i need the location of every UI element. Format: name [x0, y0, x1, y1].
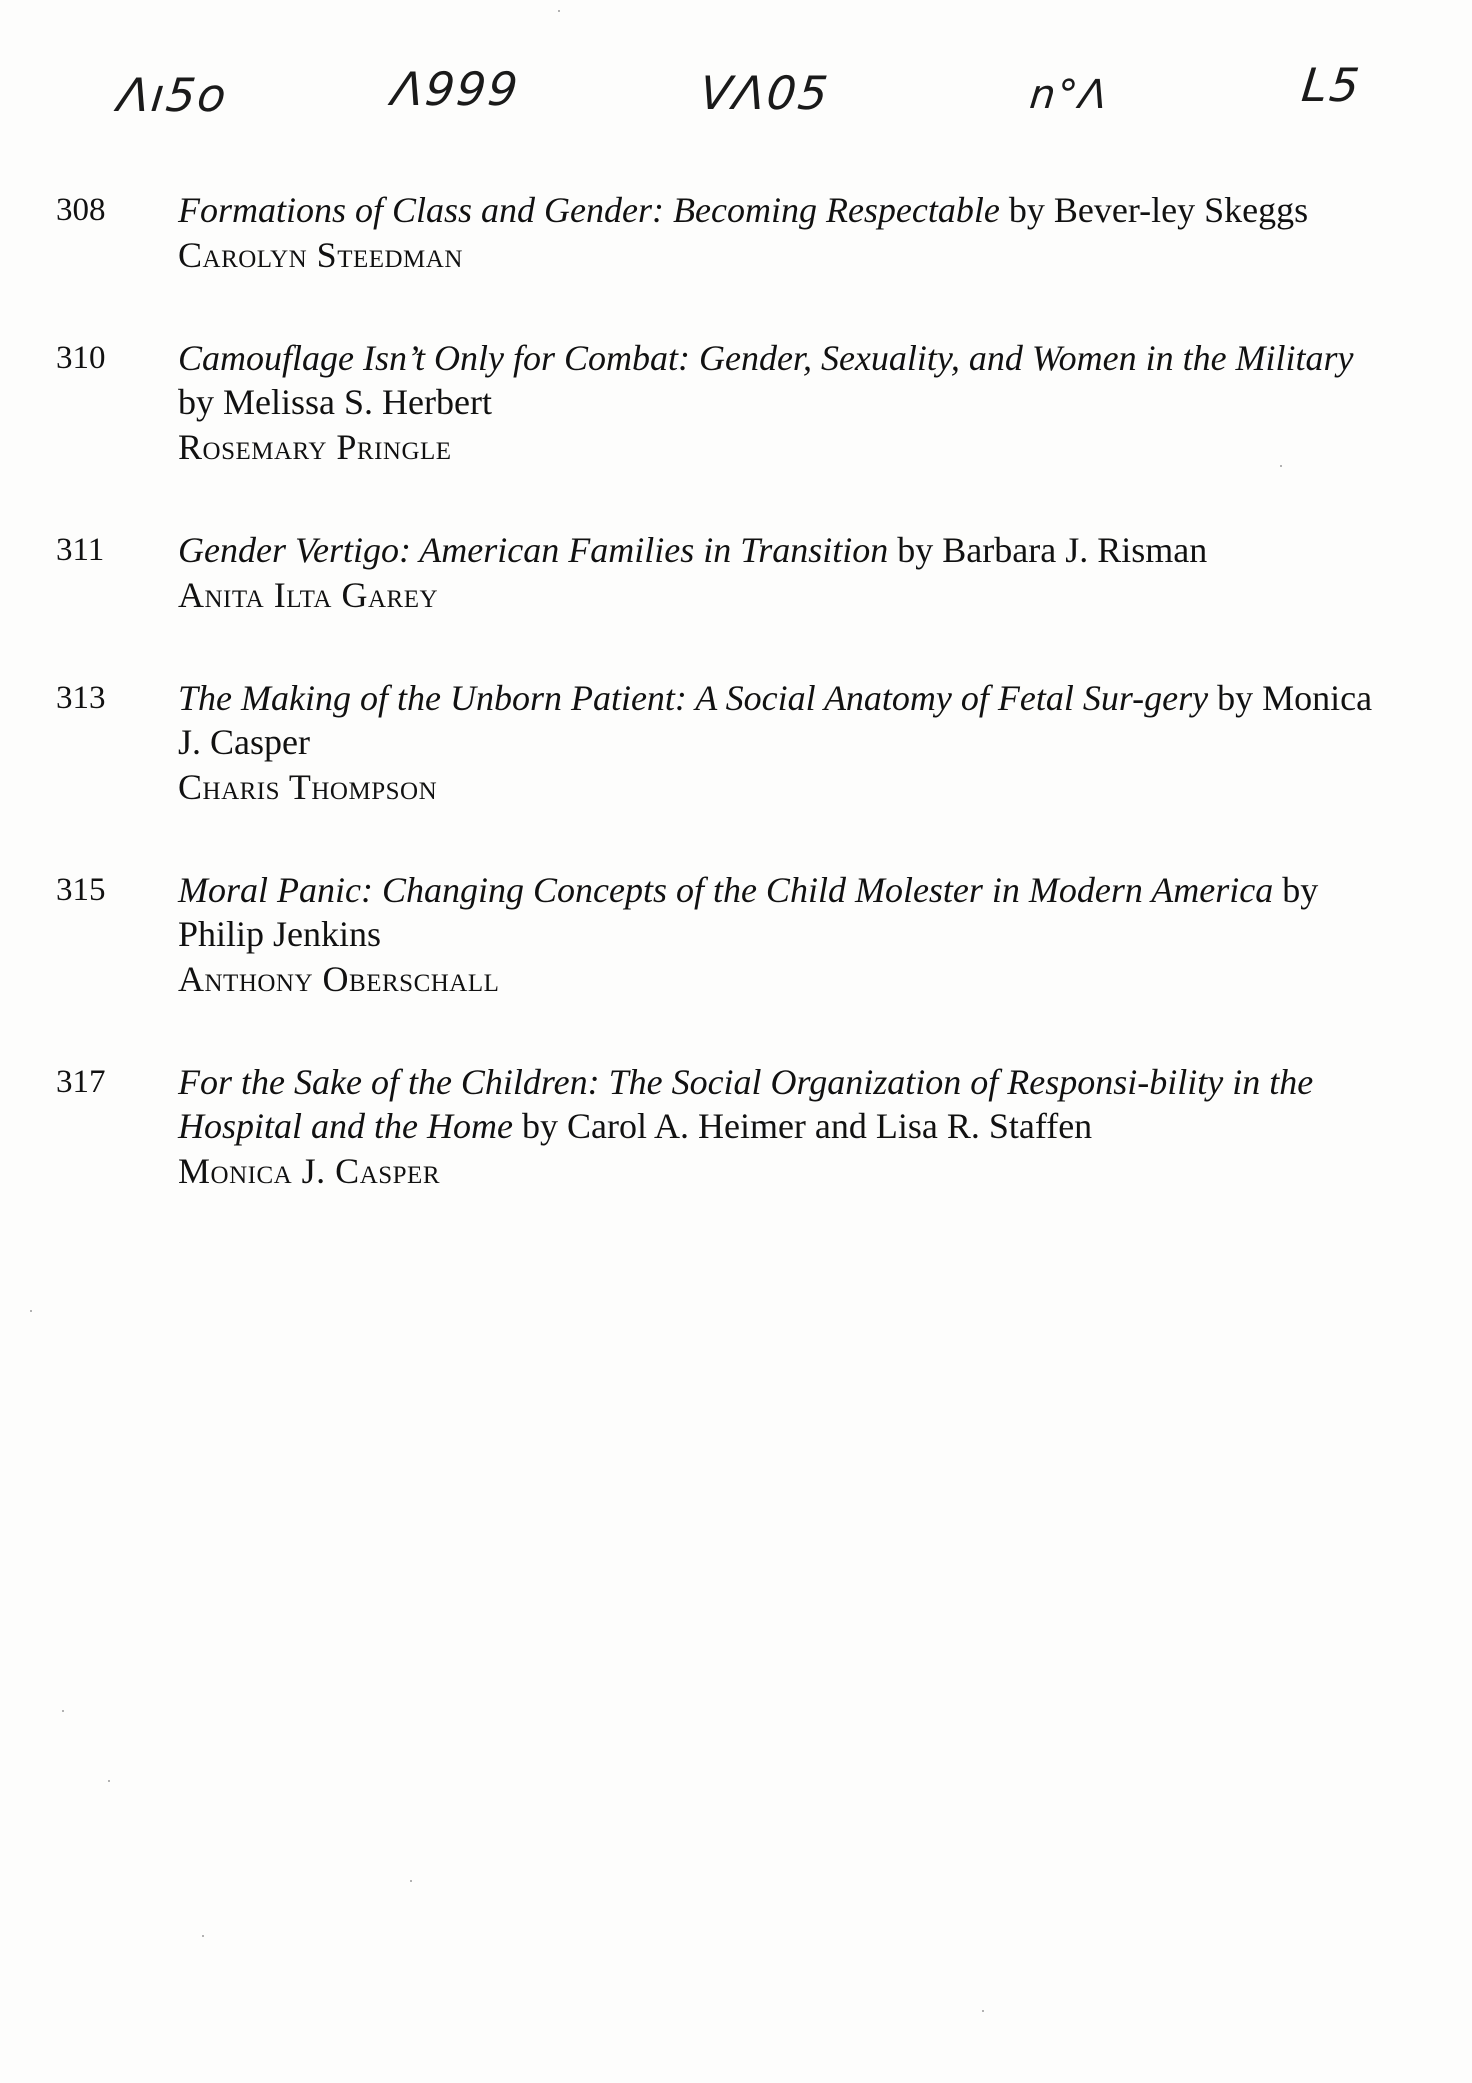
review-page-number: 311	[56, 532, 105, 568]
book-author: by Barbara J. Risman	[888, 530, 1208, 570]
book-author: by Philip Jenkins	[178, 870, 1319, 954]
review-citation	[178, 868, 1376, 1002]
book-title: For the Sake of the Children: The Social Organization of Responsi-bility in the Hospital and the Home	[178, 1062, 1314, 1146]
review-entry	[56, 528, 1376, 618]
book-author: by Melissa S. Herbert	[178, 382, 492, 422]
review-page-number: 313	[56, 680, 106, 716]
book-author: by Carol A. Heimer and Lisa R. Staffen	[512, 1106, 1093, 1146]
reviewer-name: Charis Thompson	[178, 767, 438, 807]
review-citation	[178, 188, 1376, 278]
book-author: by Bever-ley Skeggs	[999, 190, 1309, 230]
review-entry	[56, 868, 1376, 1002]
reviewer-name: Rosemary Pringle	[178, 427, 452, 467]
book-title: Formations of Class and Gender: Becoming Respectable	[178, 190, 1000, 230]
scan-speck	[1280, 465, 1282, 467]
review-citation	[178, 676, 1376, 810]
book-title: Camouflage Isn’t Only for Combat: Gender, Sexuality, and Women in the Military	[178, 338, 1354, 378]
book-title: The Making of the Unborn Patient: A Social Anatomy of Fetal Sur-gery	[178, 678, 1209, 718]
handwritten-note-number: n°Λ	[1027, 72, 1112, 118]
review-page-number: 315	[56, 872, 106, 908]
scan-speck	[558, 10, 560, 12]
handwritten-note-code: VΛ05	[697, 66, 833, 120]
review-page-number: 308	[56, 192, 106, 228]
reviewer-name: Anita Ilta Garey	[178, 575, 439, 615]
review-entry	[56, 676, 1376, 810]
book-review-list	[56, 188, 1376, 1252]
review-entry	[56, 188, 1376, 278]
handwritten-note-year: Λ999	[389, 62, 523, 116]
book-title: Moral Panic: Changing Concepts of the Child Molester in Modern America	[178, 870, 1274, 910]
scan-speck	[410, 1880, 412, 1882]
handwritten-note-volume: Λı5o	[115, 68, 231, 122]
scan-speck	[30, 1310, 32, 1312]
book-author: by Monica J. Casper	[178, 678, 1373, 762]
scan-speck	[982, 2010, 984, 2012]
review-entry	[56, 336, 1376, 470]
scan-speck	[108, 1780, 110, 1782]
book-title: Gender Vertigo: American Families in Transition	[178, 530, 889, 570]
review-page-number: 317	[56, 1064, 106, 1100]
reviewer-name: Anthony Oberschall	[178, 959, 500, 999]
scan-speck	[202, 1935, 204, 1937]
handwritten-note-ref: L5	[1299, 58, 1364, 112]
reviewer-name: Monica J. Casper	[178, 1151, 441, 1191]
review-citation	[178, 336, 1376, 470]
review-page-number: 310	[56, 340, 106, 376]
handwritten-annotations	[0, 40, 1472, 150]
review-citation	[178, 1060, 1376, 1194]
review-citation	[178, 528, 1376, 618]
review-entry	[56, 1060, 1376, 1194]
scan-speck	[62, 1710, 64, 1712]
reviewer-name: Carolyn Steedman	[178, 235, 463, 275]
